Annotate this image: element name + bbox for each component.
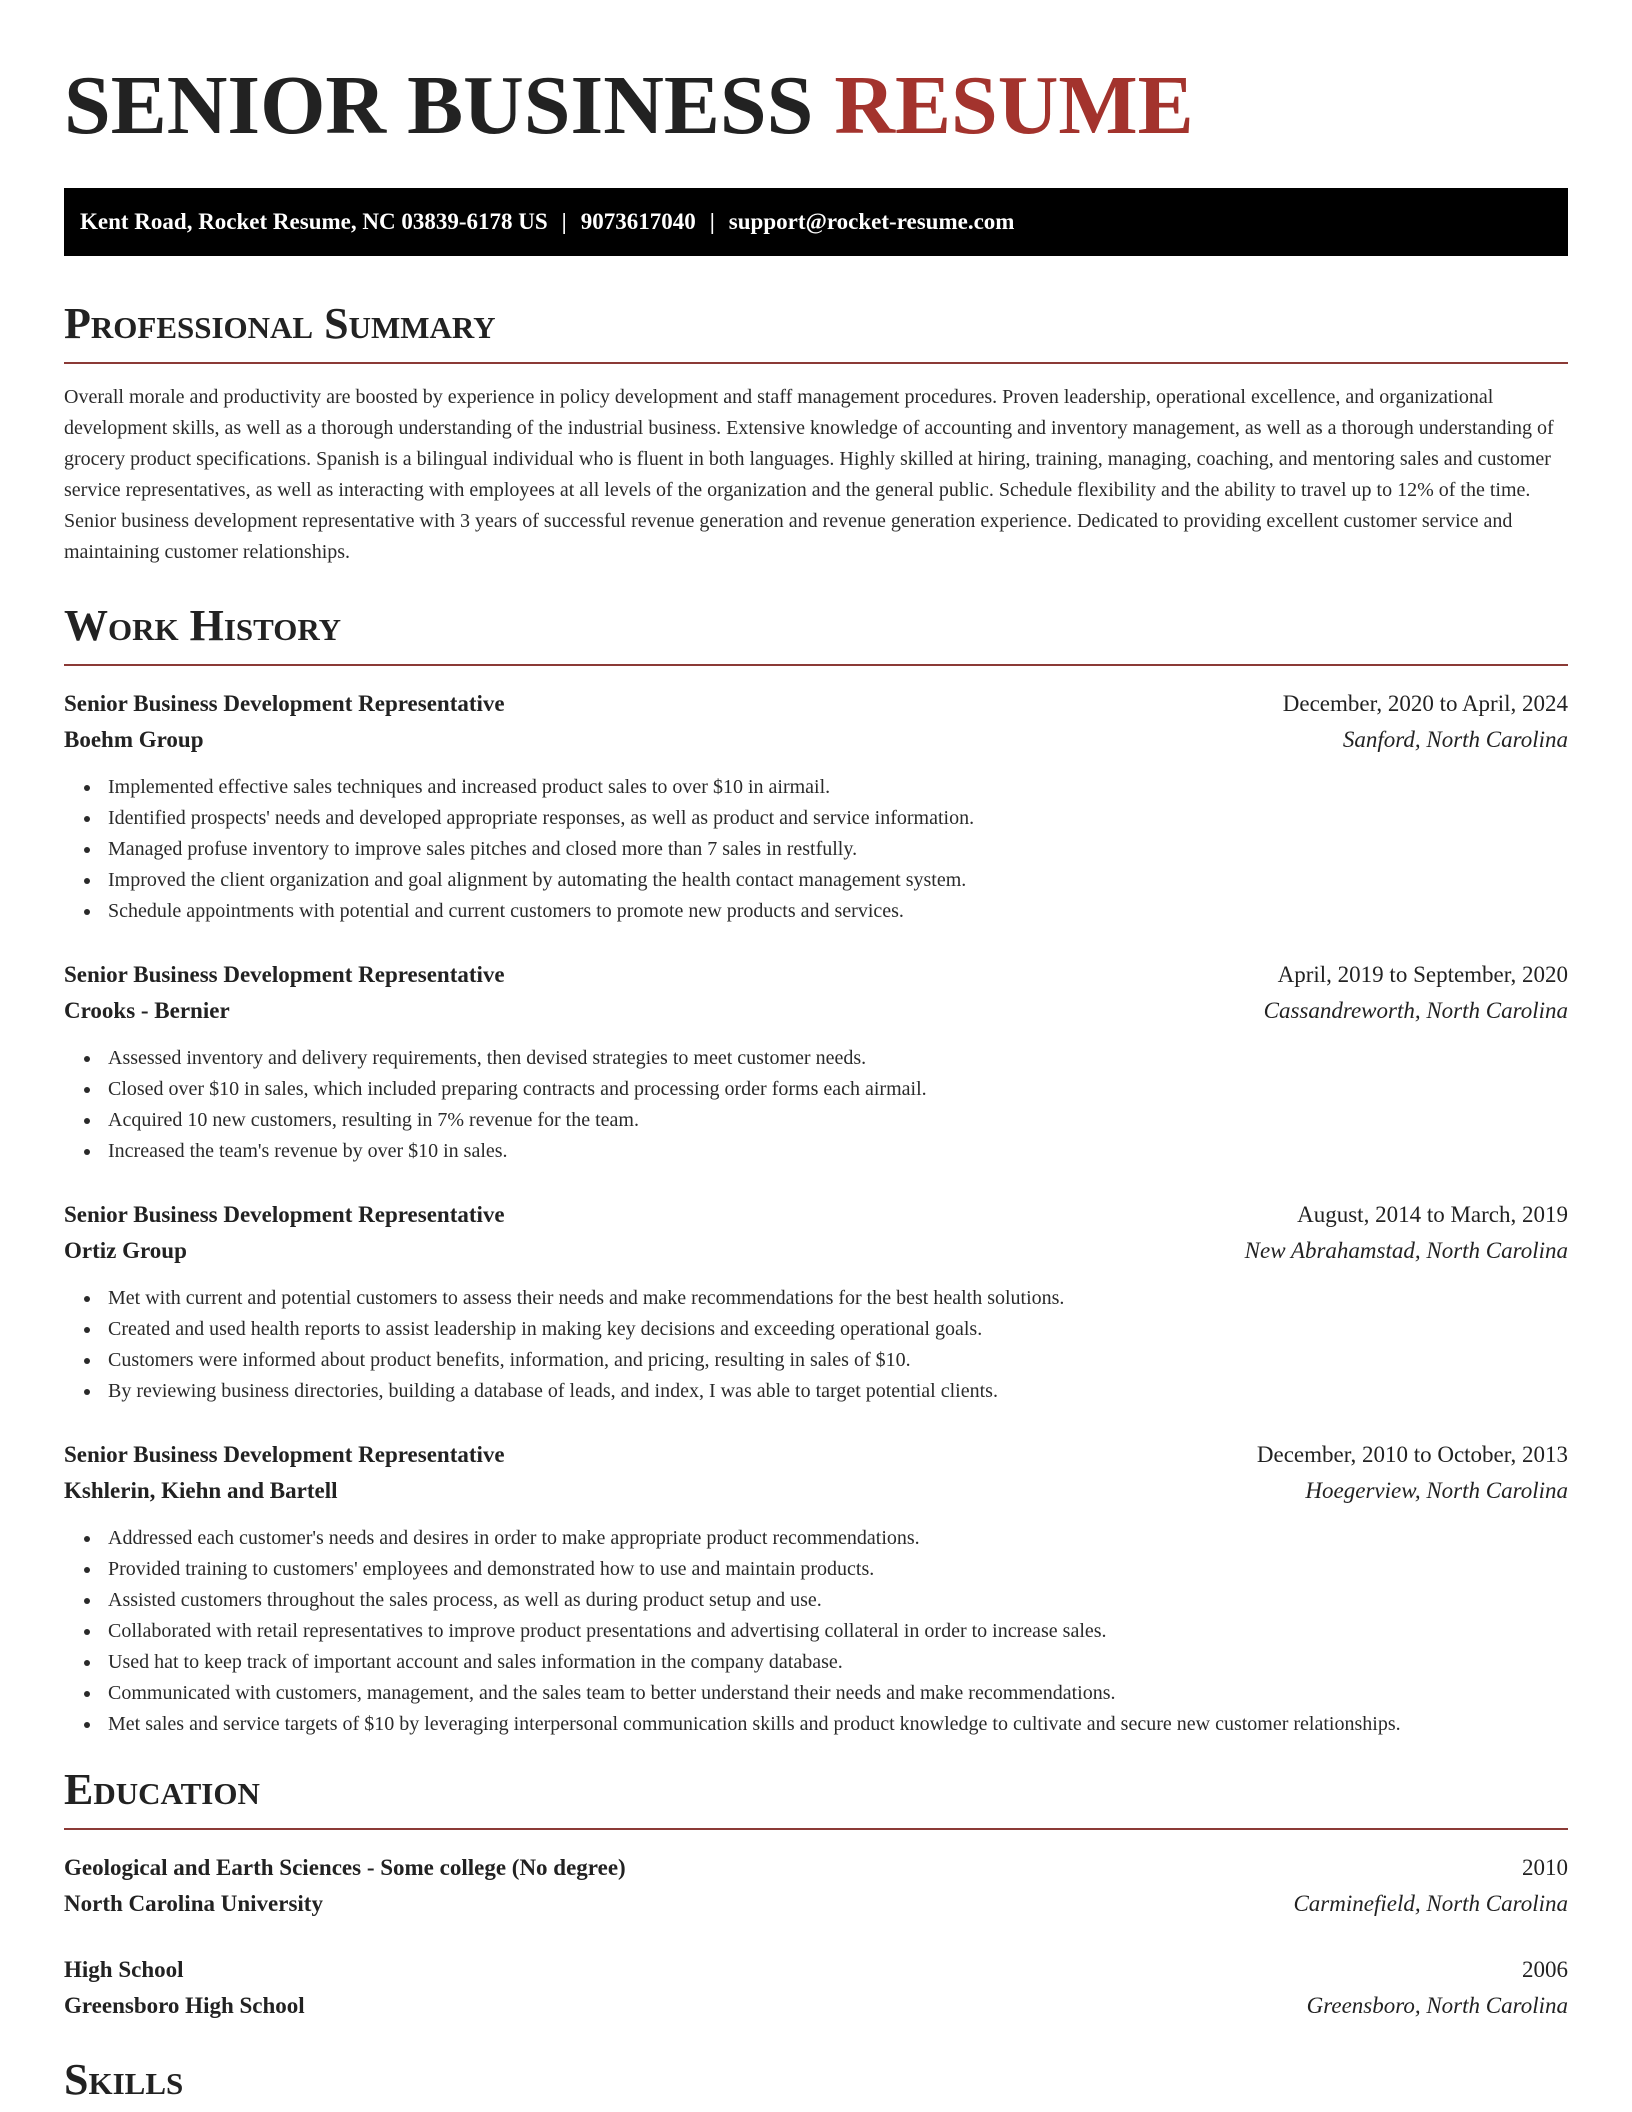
education-year: 2006 [1522,1957,1568,1982]
job-bullets [64,772,1568,927]
list-item: Schedule appointments with potential and current customers to promote new products and services. [108,896,1568,927]
education-location: Carminefield, North Carolina [1293,1891,1568,1916]
job-company: Kshlerin, Kiehn and Bartell [64,1478,338,1503]
job-location: New Abrahamstad, North Carolina [1244,1238,1568,1263]
list-item: Collaborated with retail representatives to improve product presentations and advertising collateral in order to increase sales. [108,1616,1568,1647]
education-degree: Geological and Earth Sciences - Some college (No degree) [64,1855,626,1880]
list-item: Addressed each customer's needs and desires in order to make appropriate product recommendations. [108,1523,1568,1554]
list-item: Provided training to customers' employees and demonstrated how to use and maintain products. [108,1554,1568,1585]
job-dates: April, 2019 to September, 2020 [1277,962,1568,987]
list-item: Used hat to keep track of important account and sales information in the company database. [108,1647,1568,1678]
job-dates: December, 2010 to October, 2013 [1256,1442,1568,1467]
list-item: Assisted customers throughout the sales process, as well as during product setup and use. [108,1585,1568,1616]
contact-email: support@rocket-resume.com [728,209,1015,234]
skills-heading: Skills [64,2054,1568,2112]
job-title: Senior Business Development Representative [64,962,505,987]
education-heading: Education [64,1764,1568,1830]
list-item: Managed profuse inventory to improve sales pitches and closed more than 7 sales in restfully. [108,834,1568,865]
contact-separator: | [561,209,567,234]
job-company: Boehm Group [64,727,204,752]
contact-address: Kent Road, Rocket Resume, NC 03839-6178 US [80,209,548,234]
education-school: Greensboro High School [64,1993,305,2018]
summary-text: Overall morale and productivity are boosted by experience in policy development and staff management procedures. Proven leadership, operational excellence, and organizational development skills, as well as a thorough understanding of the industrial business. Extensive knowledge of accounting and inventory management, as well as a thorough understanding of grocery product specifications. Spanish is a bilingual individual who is fluent in both languages. Highly skilled at hiring, training, managing, coaching, and mentoring sales and customer service representatives, as well as interacting with employees at all levels of the organization and the general public. Schedule flexibility and the ability to travel up to 12% of the time. Senior business development representative with 3 years of successful revenue generation and revenue generation experience. Dedicated to providing excellent customer service and maintaining customer relationships. [64,386,1554,563]
job-entry [64,686,1568,927]
job-title: Senior Business Development Representative [64,1202,505,1227]
title-main: SENIOR BUSINESS [64,59,814,152]
job-location: Cassandreworth, North Carolina [1263,998,1568,1023]
summary-heading: Professional Summary [64,298,1568,364]
list-item: Met with current and potential customers to assess their needs and make recommendations for the best health solutions. [108,1283,1568,1314]
job-location: Hoegerview, North Carolina [1305,1478,1568,1503]
list-item: Created and used health reports to assist leadership in making key decisions and exceeding operational goals. [108,1314,1568,1345]
job-bullets [64,1523,1568,1740]
job-bullets [64,1283,1568,1407]
list-item: Assessed inventory and delivery requirements, then devised strategies to meet customer needs. [108,1043,1568,1074]
contact-separator: | [709,209,715,234]
job-entry [64,957,1568,1167]
work-history-heading: Work History [64,600,1568,666]
list-item: Implemented effective sales techniques and increased product sales to over $10 in airmail. [108,772,1568,803]
list-item: Acquired 10 new customers, resulting in 7% revenue for the team. [108,1105,1568,1136]
title-accent: RESUME [834,59,1194,152]
list-item: Identified prospects' needs and developed appropriate responses, as well as product and service information. [108,803,1568,834]
list-item: Customers were informed about product benefits, information, and pricing, resulting in sales of $10. [108,1345,1568,1376]
job-company: Ortiz Group [64,1238,187,1263]
education-location: Greensboro, North Carolina [1306,1993,1568,2018]
education-degree: High School [64,1957,184,1982]
education-school: North Carolina University [64,1891,323,1916]
job-title: Senior Business Development Representative [64,1442,505,1467]
list-item: Closed over $10 in sales, which included preparing contracts and processing order forms each airmail. [108,1074,1568,1105]
job-entry [64,1197,1568,1407]
list-item: Improved the client organization and goal alignment by automating the health contact management system. [108,865,1568,896]
education-entry [64,1850,1568,1922]
job-dates: August, 2014 to March, 2019 [1297,1202,1568,1227]
list-item: By reviewing business directories, building a database of leads, and index, I was able to target potential clients. [108,1376,1568,1407]
job-bullets [64,1043,1568,1167]
job-company: Crooks - Bernier [64,998,230,1023]
contact-phone: 9073617040 [580,209,696,234]
education-year: 2010 [1522,1855,1568,1880]
education-entry [64,1952,1568,2024]
resume-title [64,0,1568,154]
list-item: Increased the team's revenue by over $10 in sales. [108,1136,1568,1167]
list-item: Communicated with customers, management, and the sales team to better understand their needs and make recommendations. [108,1678,1568,1709]
job-title: Senior Business Development Representative [64,691,505,716]
contact-bar [64,188,1568,256]
job-location: Sanford, North Carolina [1342,727,1568,752]
job-entry [64,1437,1568,1740]
job-dates: December, 2020 to April, 2024 [1282,691,1568,716]
list-item: Met sales and service targets of $10 by leveraging interpersonal communication skills and product knowledge to cultivate and secure new customer relationships. [108,1709,1568,1740]
